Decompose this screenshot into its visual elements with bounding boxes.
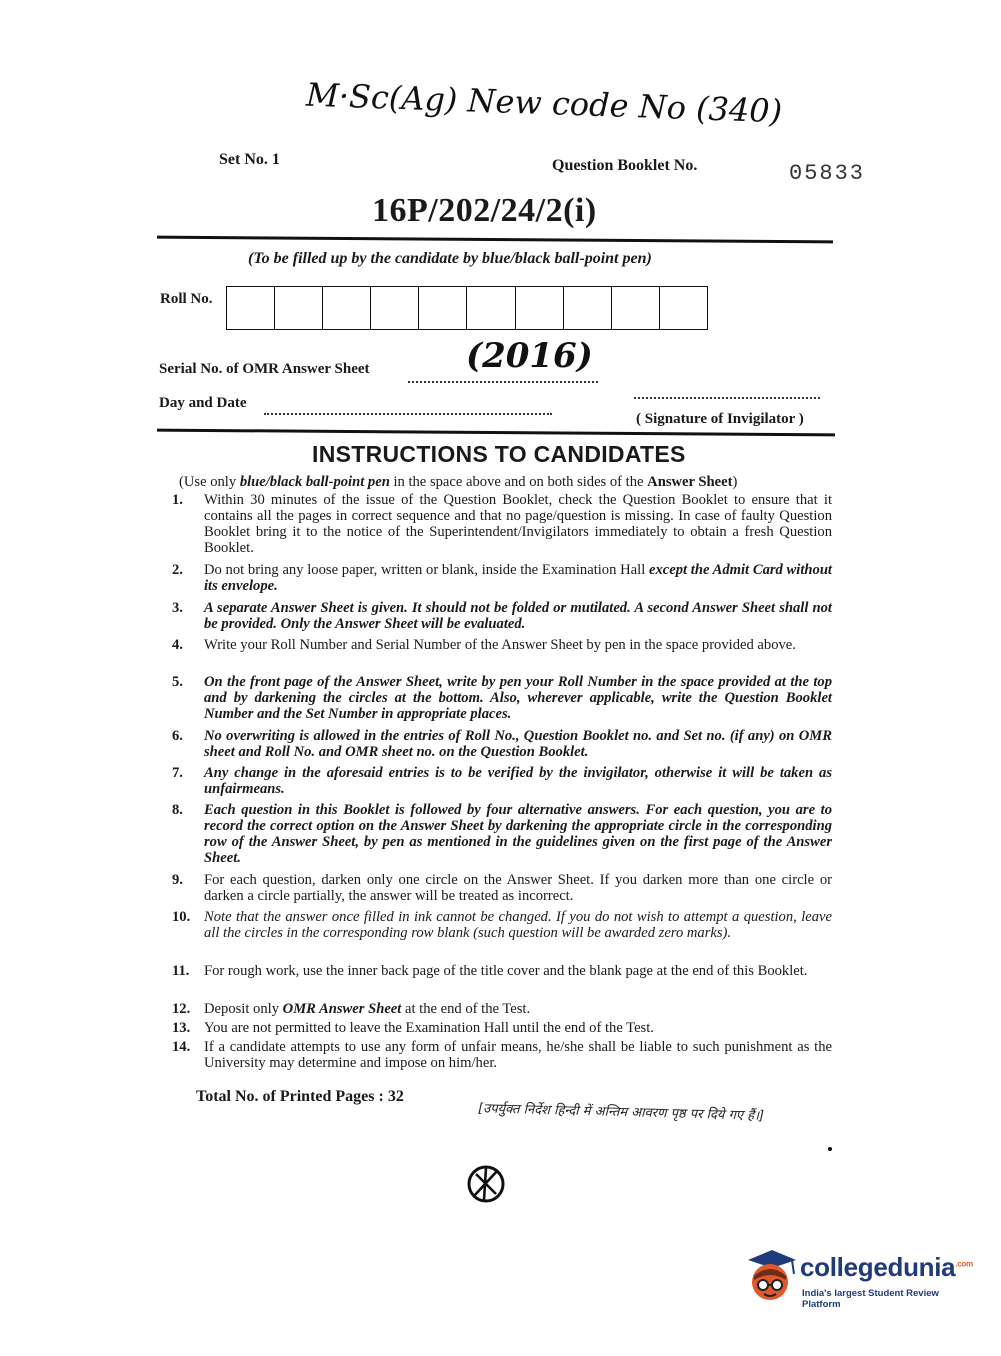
instructions-heading: INSTRUCTIONS TO CANDIDATES: [312, 441, 686, 467]
instruction-item: [172, 637, 832, 653]
instruction-item: [172, 963, 832, 979]
set-number: Set No. 1: [219, 151, 280, 168]
item-text: A separate Answer Sheet is given. It should not be folded or mutilated. A second Answer Sheet shall not be provided. Only the Answer Sheet will be evaluated.: [204, 600, 832, 632]
item-number: 1.: [172, 492, 183, 508]
roll-cell[interactable]: [612, 287, 660, 329]
item-number: 4.: [172, 637, 183, 653]
booklet-number-label: Question Booklet No.: [552, 157, 698, 174]
roll-cell[interactable]: [419, 287, 467, 329]
booklet-number: 05833: [789, 161, 866, 186]
item-number: 9.: [172, 872, 183, 888]
instruction-item: [172, 1001, 832, 1017]
roll-cell[interactable]: [275, 287, 323, 329]
brand-tagline: India's largest Student Review Platform: [802, 1288, 939, 1310]
roll-cell[interactable]: [564, 287, 612, 329]
instruction-item: [172, 909, 832, 941]
item-text: Any change in the aforesaid entries is to be verified by the invigilator, otherwise it will be taken as unfairmeans.: [204, 765, 832, 797]
item-text: If a candidate attempts to use any form of unfair means, he/she shall be liable to such punishment as the University may determine and impose on him/her.: [204, 1039, 832, 1071]
item-text: For each question, darken only one circle on the Answer Sheet. If you darken more than one circle or darken a circle partially, the answer will be treated as incorrect.: [204, 872, 832, 904]
serial-number-line[interactable]: [408, 381, 598, 383]
item-text: Do not bring any loose paper, written or blank, inside the Examination Hall except the Admit Card without its envelope.: [204, 562, 832, 594]
item-number: 5.: [172, 674, 183, 690]
item-text: Each question in this Booklet is followed by four alternative answers. For each question, you are to record the correct option on the Answer Sheet by darkening the appropriate circle in the corresponding row of the Answer Sheet, by pen as mentioned in the guidelines given on the first page of the Answer Sheet.: [204, 802, 832, 866]
roll-cell[interactable]: [227, 287, 275, 329]
instruction-item: [172, 562, 832, 594]
roll-cell[interactable]: [323, 287, 371, 329]
serial-number-label: Serial No. of OMR Answer Sheet: [159, 361, 370, 377]
item-number: 10.: [172, 909, 191, 925]
fill-instruction-note: (To be filled up by the candidate by blue/black ball-point pen): [248, 250, 652, 267]
form-divider: [157, 429, 835, 437]
roll-cell[interactable]: [371, 287, 419, 329]
student-mascot-icon: [742, 1246, 798, 1310]
instruction-item: [172, 674, 832, 722]
margin-dot: [828, 1147, 832, 1151]
instruction-item: [172, 1039, 832, 1071]
instruction-item: [172, 765, 832, 797]
item-text: Within 30 minutes of the issue of the Question Booklet, check the Question Booklet to ensure that it contains all the pages in correct sequence and that no page/question is missing. In case of faulty Question Booklet bring it to the notice of the Superintendent/Invigilators immediately to obtain a fresh Question Booklet.: [204, 492, 832, 556]
roll-cell[interactable]: [516, 287, 564, 329]
instruction-item: [172, 802, 832, 866]
roll-cell[interactable]: [467, 287, 515, 329]
roll-number-label: Roll No.: [160, 291, 213, 307]
day-date-label: Day and Date: [159, 395, 247, 411]
item-text: You are not permitted to leave the Examination Hall until the end of the Test.: [204, 1020, 654, 1036]
instruction-item: [172, 872, 832, 904]
item-number: 6.: [172, 728, 183, 744]
roll-number-boxes[interactable]: [226, 286, 708, 330]
item-number: 14.: [172, 1039, 191, 1055]
signature-line[interactable]: [634, 397, 820, 399]
item-number: 8.: [172, 802, 183, 818]
item-number: 7.: [172, 765, 183, 781]
item-text: Note that the answer once filled in ink cannot be changed. If you do not wish to attempt a question, leave all the circles in the corresponding row blank (such question will be awarded zero marks).: [204, 909, 832, 941]
handwritten-mark-icon: [462, 1160, 510, 1208]
hindi-instruction-note: [उपर्युक्त निर्देश हिन्दी में अन्तिम आवरण पृष्ठ पर दिये गए हैं।]: [477, 1101, 765, 1124]
item-number: 13.: [172, 1020, 191, 1036]
item-text: Deposit only OMR Answer Sheet at the end of the Test.: [204, 1001, 531, 1017]
instruction-item: [172, 492, 832, 556]
item-number: 2.: [172, 562, 183, 578]
item-text: For rough work, use the inner back page of the title cover and the blank page at the end of this Booklet.: [204, 963, 808, 979]
brand-name: collegedunia$^{.com}$: [800, 1252, 973, 1282]
item-text: On the front page of the Answer Sheet, write by pen your Roll Number in the space provided at the top and by darkening the circles at the bottom. Also, wherever applicable, write the Question Booklet Number and the Set Number in appropriate places.: [204, 674, 832, 722]
instruction-item: [172, 728, 832, 760]
instructions-intro: (Use only blue/black ball-point pen in the space above and on both sides of the Answer Sheet): [179, 474, 738, 490]
item-number: 3.: [172, 600, 183, 616]
roll-cell[interactable]: [660, 287, 707, 329]
paper-code: 16P/202/24/2(i): [372, 192, 597, 229]
invigilator-signature-label: ( Signature of Invigilator ): [636, 411, 804, 427]
item-text: Write your Roll Number and Serial Number of the Answer Sheet by pen in the space provided above.: [204, 637, 796, 653]
item-number: 11.: [172, 963, 190, 979]
item-text: No overwriting is allowed in the entries of Roll No., Question Booklet no. and Set no. (if any) on OMR sheet and Roll No. and OMR sheet no. on the Question Booklet.: [204, 728, 832, 760]
total-printed-pages: Total No. of Printed Pages : 32: [196, 1088, 404, 1105]
collegedunia-watermark: [742, 1246, 972, 1316]
day-date-line[interactable]: [264, 413, 552, 415]
item-number: 12.: [172, 1001, 191, 1017]
top-divider: [157, 236, 833, 244]
instruction-item: [172, 600, 832, 632]
instruction-item: [172, 1020, 832, 1036]
serial-number-handwritten: (2016): [466, 336, 593, 376]
handwritten-course-note: M·Sc(Ag) New code No (340): [305, 75, 783, 131]
